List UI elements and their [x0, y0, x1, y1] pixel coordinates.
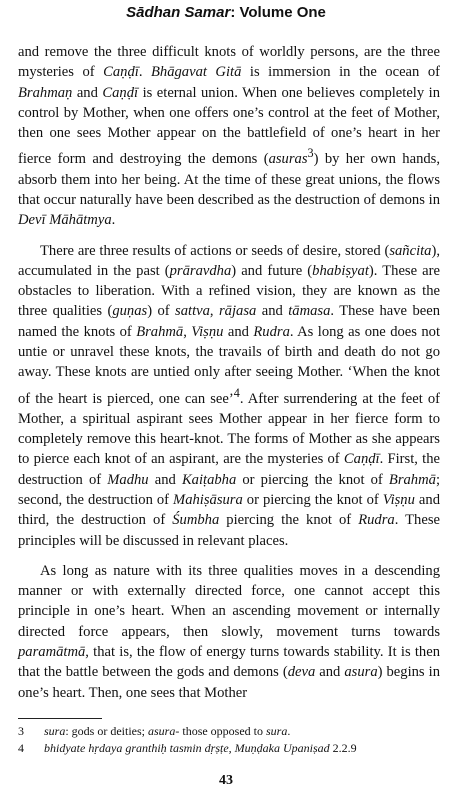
text-run: There are three results of actions or seeds of desire, stored (: [40, 242, 390, 259]
italic-term: asura: [148, 724, 176, 738]
italic-term: Mahiṣāsura: [173, 491, 243, 508]
italic-term: sura: [266, 724, 288, 738]
italic-term: prāravdha: [169, 262, 232, 279]
footnotes: [18, 723, 440, 757]
footnote-rule: [18, 718, 102, 719]
text-run: ), accumulated in the past (: [18, 242, 440, 279]
footnote-text: [44, 740, 357, 757]
italic-term: sattva: [175, 303, 210, 320]
italic-term: Brahmā: [388, 471, 436, 488]
text-run: . After surrendering at the feet of Mother, a spiritual aspirant sees Mother appear in her fierce form to completely remove this heart-knot. The forms of Mother as she appears to pierce each knot of an aspirant, are the mysteries of: [18, 390, 440, 468]
italic-term: Madhu: [107, 471, 149, 488]
italic-term: deva: [287, 664, 316, 681]
header-title-italic: Sādhan Samar: [126, 4, 231, 21]
text-run: ; second, the destruction of: [18, 471, 440, 508]
text-run: and: [148, 471, 182, 488]
italic-term: rājasa: [219, 303, 257, 320]
text-run: ) of: [147, 303, 176, 320]
text-run: ,: [183, 323, 192, 340]
text-run: and: [256, 303, 289, 320]
text-run: As long as nature with its three qualities moves in a descending manner or with externally directed force, one cannot accept this principle in one’s heart. When an ascending movement or internally directed force appears, then slowly, movement turns towards: [18, 562, 440, 640]
footnote-4: [18, 740, 440, 757]
italic-term: Kaiṭabha: [181, 471, 237, 488]
text-run: ) and future (: [231, 262, 313, 279]
italic-term: paramātmā: [18, 644, 86, 661]
footnote-ref: 4: [233, 385, 240, 400]
text-run: ,: [209, 303, 219, 320]
text-run: and: [223, 323, 254, 340]
text-run: - those opposed to: [175, 724, 267, 738]
page-number: 43: [219, 773, 233, 788]
text-run: is immersion in the ocean of: [241, 64, 441, 81]
text-run: . These have been named the knots of: [18, 303, 440, 340]
italic-term: asura: [344, 664, 378, 681]
text-run: ). These are obstacles to liberation. With a refined vision, they are known as the three qualities (: [18, 262, 440, 320]
italic-term: Śumbha: [172, 512, 220, 529]
italic-term: Bhāgavat Gitā: [150, 64, 242, 81]
text-run: ) begins in one’s heart. Then, one sees that Mother: [18, 664, 440, 701]
text-run: and remove the three difficult knots of worldly persons, are the three mysteries of: [18, 44, 440, 81]
italic-term: Viṣṇu: [382, 491, 415, 508]
text-run: 2.2.9: [329, 741, 357, 755]
italic-term: sañcita: [389, 242, 432, 259]
footnote-ref: 3: [307, 146, 314, 161]
text-run: or piercing the knot of: [242, 491, 383, 508]
italic-term: asuras: [268, 151, 308, 168]
italic-term: tāmasa: [288, 303, 331, 320]
text-run: is eternal union. When one believes completely in control by Mother, when one offers one’s control at the feet of Mother, then one sees Mother appear on the battlefield of one’s heart in her fierce form and destroying the demons (: [18, 84, 440, 168]
text-run: . These principles will be discussed in relevant places.: [18, 512, 440, 549]
italic-term: sura: [44, 724, 66, 738]
italic-term: Caṇḍī: [102, 84, 139, 101]
italic-term: Caṇḍī: [343, 451, 380, 468]
paragraph-2: [18, 241, 440, 551]
header-title-rest: : Volume One: [230, 4, 326, 21]
italic-term: guṇas: [112, 303, 148, 320]
italic-term: Caṇḍī: [103, 64, 139, 81]
text-run: and third, the destruction of: [18, 491, 440, 529]
text-run: : gods or deities;: [65, 724, 149, 738]
text-run: ) by her own hands, absorb them into her being. At the time of these great unions, the flows that occur naturally have been described as the destruction of demons in: [18, 151, 440, 208]
running-header: [0, 4, 452, 21]
text-run: .: [287, 724, 291, 738]
text-run: and: [72, 84, 103, 101]
italic-term: bhidyate hṛdaya granthiḥ tasmin dṛṣṭe, Muṇḍaka Upaniṣad: [44, 741, 330, 755]
text-run: or piercing the knot of: [236, 471, 389, 488]
text-run: .: [111, 212, 116, 229]
italic-term: Devī Māhātmya: [18, 212, 112, 229]
text-run: . As long as one does not untie or unravel these knots, the travails of birth and death do not go away. These knots are untied only after seeing Mother. ‘When the knot of the heart is pierced, one can see’: [18, 323, 441, 407]
paragraph-1: [18, 42, 440, 231]
footnote-text: [44, 723, 290, 740]
italic-term: Rudra: [253, 323, 290, 340]
footnote-number: 4: [18, 741, 24, 755]
italic-term: bhabiṣyat: [312, 262, 369, 279]
footnote-number: 3: [18, 724, 24, 738]
text-run: piercing the knot of: [219, 512, 359, 529]
italic-term: Viṣṇu: [191, 323, 224, 340]
text-run: .: [138, 64, 151, 81]
text-run: , that is, the flow of energy turns towards stability. It is then that the battle between the gods and demons (: [18, 644, 440, 681]
paragraph-3: [18, 561, 440, 703]
italic-term: Rudra: [358, 512, 395, 529]
footnote-3: [18, 723, 440, 740]
italic-term: Brahmaṇ: [18, 84, 73, 101]
italic-term: Brahmā: [136, 323, 184, 340]
text-run: . First, the destruction of: [18, 451, 440, 488]
text-run: and: [315, 664, 345, 681]
body-text: [18, 42, 440, 713]
